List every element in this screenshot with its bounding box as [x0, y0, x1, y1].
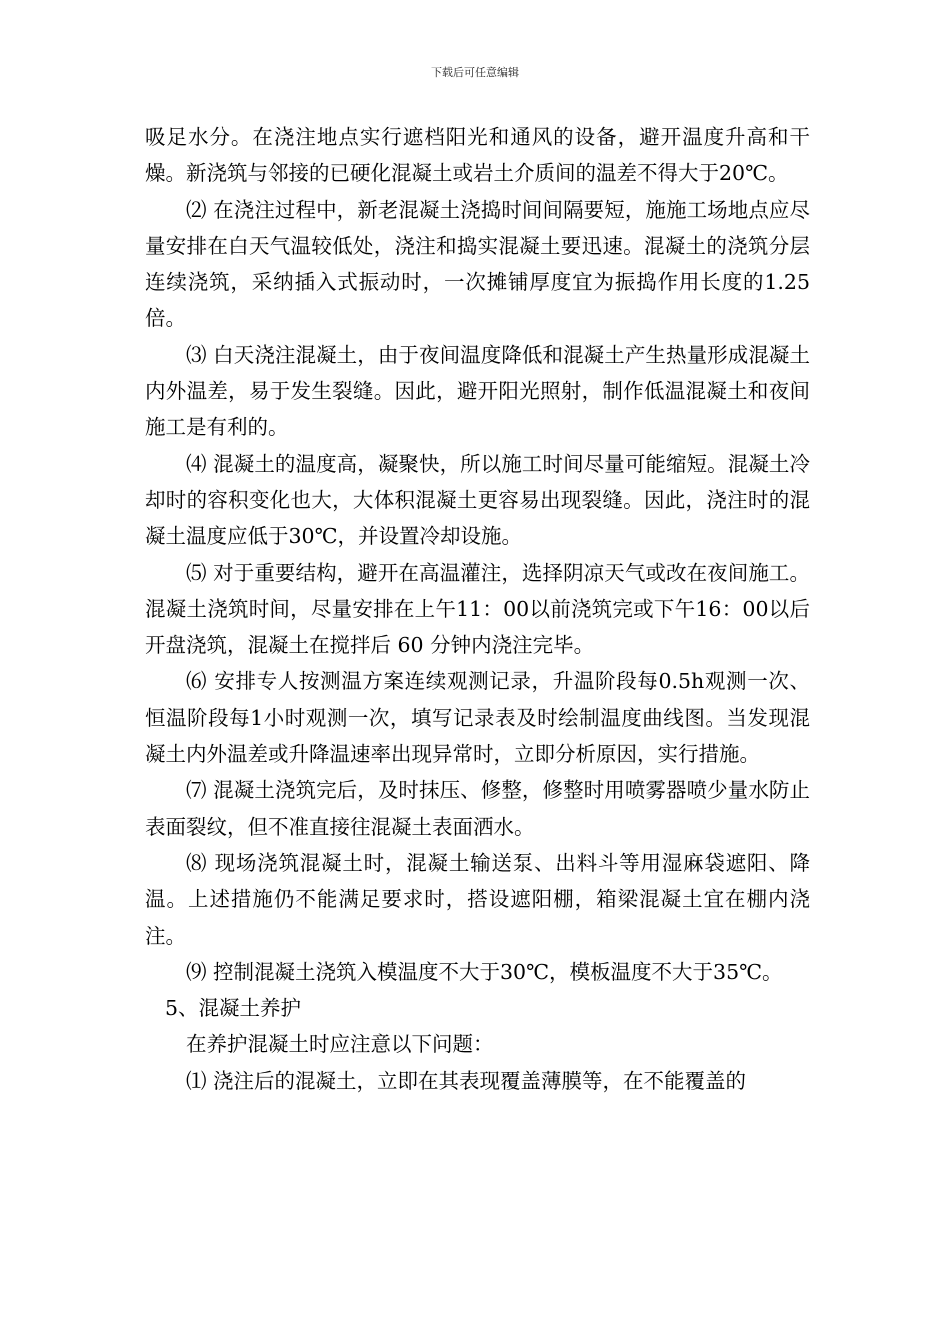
paragraph-item-8: ⑻ 现场浇筑混凝土时，混凝土输送泵、出料斗等用湿麻袋遮阳、降温。上述措施仍不能满足要求时，搭设遮阳棚，箱梁混凝土宜在棚内浇注。	[145, 850, 810, 948]
paragraph-item-3: ⑶ 白天浇注混凝土，由于夜间温度降低和混凝土产生热量形成混凝土内外温差，易于发生裂缝。因此，避开阳光照射，制作低温混凝土和夜间施工是有利的。	[145, 342, 810, 440]
section-heading: 5、混凝土养护	[165, 996, 302, 1021]
paragraph-continuation: 吸足水分。在浇注地点实行遮档阳光和通风的设备，避开温度升高和干燥。新浇筑与邻接的已硬化混凝土或岩土介质间的温差不得大于20℃。	[145, 125, 810, 186]
paragraph-item-6: ⑹ 安排专人按测温方案连续观测记录，升温阶段每0.5h观测一次、恒温阶段每1小时观测一次，填写记录表及时绘制温度曲线图。当发现混凝土内外温差或升降温速率出现异常时，立即分析原因，实行措施。	[145, 669, 810, 767]
paragraph-item-9: ⑼ 控制混凝土浇筑入模温度不大于30℃，模板温度不大于35℃。	[186, 959, 783, 984]
page-header: 下载后可任意编辑	[431, 66, 519, 79]
section-intro: 在养护混凝土时应注意以下问题：	[186, 1032, 494, 1057]
section-item-1: ⑴ 浇注后的混凝土，立即在其表现覆盖薄膜等，在不能覆盖的	[186, 1068, 747, 1093]
paragraph-item-5: ⑸ 对于重要结构，避开在高温灌注，选择阴凉天气或改在夜间施工。混凝土浇筑时间，尽量安排在上午11：00以前浇筑完或下午16：00以后开盘浇筑，混凝土在搅拌后 60 分钟内浇注完毕。	[145, 560, 810, 658]
document-body	[145, 119, 810, 1099]
paragraph-item-7: ⑺ 混凝土浇筑完后，及时抹压、修整，修整时用喷雾器喷少量水防止表面裂纹，但不准直接往混凝土表面洒水。	[145, 778, 810, 839]
paragraph-item-4: ⑷ 混凝土的温度高，凝聚快，所以施工时间尽量可能缩短。混凝土冷却时的容积变化也大，大体积混凝土更容易出现裂缝。因此，浇注时的混凝土温度应低于30℃，并设置冷却设施。	[145, 451, 810, 549]
paragraph-item-2: ⑵ 在浇注过程中，新老混凝土浇捣时间间隔要短，施施工场地点应尽量安排在白天气温较低处，浇注和捣实混凝土要迅速。混凝土的浇筑分层连续浇筑，采纳插入式振动时，一次摊铺厚度宜为振捣作用长度的1.25倍。	[145, 197, 810, 331]
